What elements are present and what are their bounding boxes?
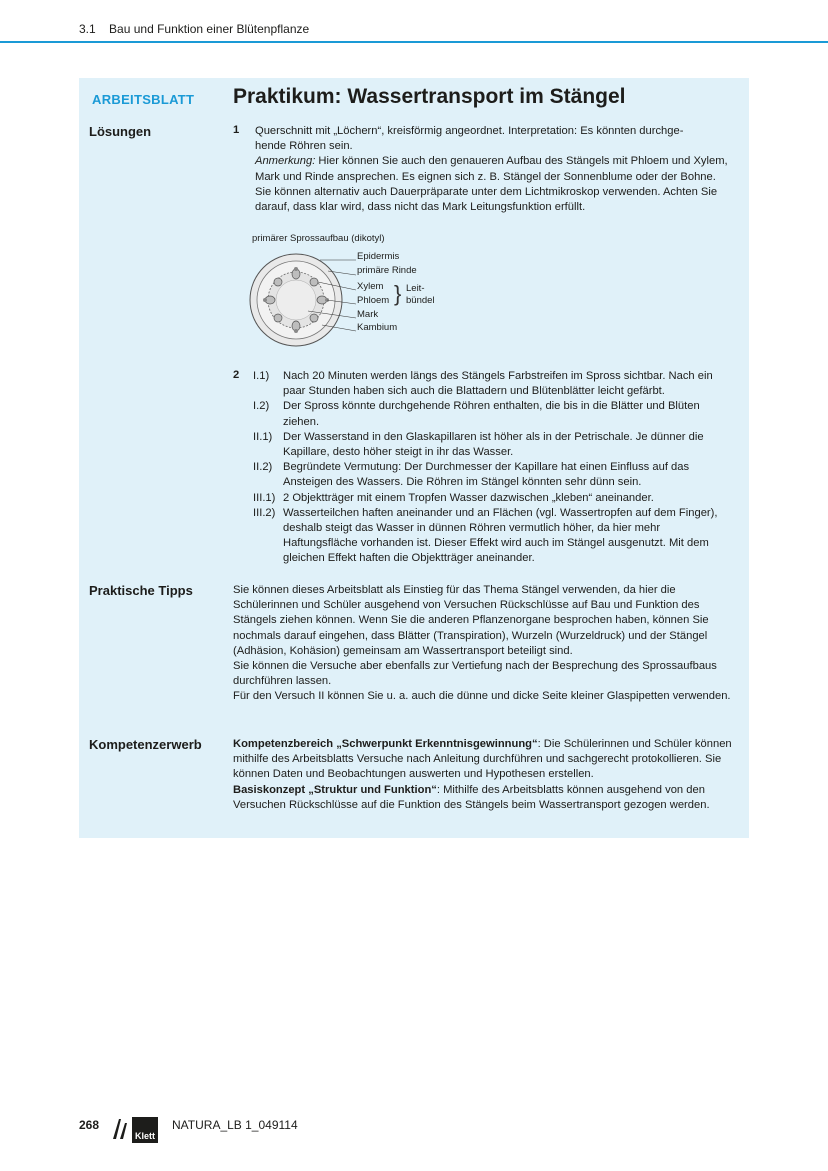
item-text: Der Wasserstand in den Glaskapillaren ist höher als in der Petrischale. Je dünner die Kapillare, desto höher steigt in ihr das Wasser. — [283, 430, 704, 459]
kompetenz-text — [233, 737, 733, 813]
section-label-kompetenz: Kompetenzerwerb — [89, 737, 202, 752]
kompetenz-bereich-label: Kompetenzbereich „Schwerpunkt Erkenntnisgewinnung“ — [233, 738, 538, 750]
item-number: II.1) — [253, 430, 273, 443]
kompetenz-bereich-text: : Die Schülerinnen und Schüler können mithilfe des Arbeitsblatts Versuche nach Anleitung durchführen und sachgerecht protokollieren. Sie können Daten und Beobachtungen auswerten und Hypothesen erstellen. — [233, 738, 732, 781]
label-primaere-rinde: primäre Rinde — [357, 265, 417, 276]
list-item — [253, 399, 733, 429]
label-buendel: bündel — [406, 295, 435, 306]
answer-1 — [255, 124, 735, 215]
item-number: III.2) — [253, 506, 276, 519]
item-text: Wasserteilchen haften aneinander und an Flächen (vgl. Wassertropfen auf dem Finger), deshalb steigt das Wasser in dünnen Röhren vermutlich höher, da hier mehr Haftungsfläche vorhanden ist. Dieser Effekt wird auch im Stängel ausgenutzt. Mit dem gleichen Effekt haften die Objektträger aneinander. — [283, 506, 718, 565]
worksheet-tag: ARBEITSBLATT — [92, 92, 195, 107]
section-number: 3.1 — [79, 22, 96, 36]
item-text: Der Spross könnte durchgehende Röhren enthalten, die bis in die Blätter und Blüten ziehen. — [283, 400, 700, 428]
label-leit: Leit- — [406, 283, 425, 294]
label-mark: Mark — [357, 309, 379, 320]
item-number: I.2) — [253, 400, 270, 413]
publisher-logo: Klett — [132, 1117, 158, 1143]
stem-cross-section-drawing — [248, 251, 358, 351]
list-item — [253, 506, 733, 567]
item-text: Begründete Vermutung: Der Durchmesser der Kapillare hat einen Einfluss auf das Ansteigen des Wassers. Die Röhren im Stängel könnten sehr dünn sein. — [283, 461, 690, 489]
page-number: 268 — [79, 1118, 100, 1132]
label-phloem: Phloem — [357, 295, 390, 306]
tips-paragraph: Sie können die Versuche aber ebenfalls zur Vertiefung nach der Besprechung des Sprossaufbaus durchführen lassen. — [233, 660, 717, 688]
basiskonzept-text: : Mithilfe des Arbeitsblatts können ausgehend von den Versuchen Rückschlüsse auf die Funktion des Stängels beim Wassertransport gezogen werden. — [233, 783, 710, 811]
item-number: I.1) — [253, 370, 270, 382]
item-number: III.1) — [253, 491, 276, 504]
label-xylem: Xylem — [357, 281, 384, 292]
label-epidermis: Epidermis — [357, 251, 400, 262]
item-number: II.2) — [253, 461, 273, 474]
kompetenz-paragraph — [233, 737, 733, 783]
answer-2-list — [253, 369, 733, 567]
section-title: Bau und Funktion einer Blütenpflanze — [109, 22, 310, 36]
answer-1-line2: hende Röhren sein. — [255, 140, 353, 153]
basiskonzept-paragraph — [233, 783, 733, 813]
basiskonzept-label: Basiskonzept „Struktur und Funktion“ — [233, 783, 437, 796]
list-item — [253, 430, 733, 460]
note-label: Anmerkung: — [255, 155, 316, 168]
tips-text — [233, 583, 733, 705]
tips-paragraph: Für den Versuch II können Sie u. a. auch die dünne und dicke Seite kleiner Glaspipetten verwenden. — [233, 690, 731, 703]
question-1-number: 1 — [233, 124, 240, 136]
klett-leaf-icon — [110, 1115, 130, 1141]
book-code: NATURA_LB 1_049114 — [172, 1118, 298, 1132]
worksheet-title: Praktikum: Wassertransport im Stängel — [233, 85, 626, 108]
tips-paragraph: Sie können dieses Arbeitsblatt als Einstieg für das Thema Stängel verwenden, da hier die Schülerinnen und Schüler ausgehend von Versuchen Rückschlüsse auf Bau und Funktion des Stängels ziehen können. Wenn Sie die anderen Pflanzenorgane besprochen haben, können Sie nochmals darauf eingehen, dass Blätter (Transpiration), Wurzeln (Wurzeldruck) und der Stängel (Adhäsion, Kohäsion) gemeinsam am Wassertransport beteiligt sind. — [233, 584, 709, 657]
section-label-loesungen: Lösungen — [89, 124, 152, 139]
item-text: Nach 20 Minuten werden längs des Stängels Farbstreifen im Spross sichtbar. Nach ein paar Stunden haben sich auch die Blattadern und Blütenblätter leicht gefärbt. — [283, 370, 713, 398]
answer-1-line1: Querschnitt mit „Löchern“, kreisförmig angeordnet. Interpretation: Es könnten durchge- — [255, 125, 684, 137]
question-2-number: 2 — [233, 369, 240, 381]
brace-icon: } — [394, 281, 402, 306]
stem-cross-section-diagram — [248, 233, 478, 353]
item-text: 2 Objektträger mit einem Tropfen Wasser dazwischen „kleben“ aneinander. — [283, 491, 654, 504]
list-item — [253, 460, 733, 490]
label-kambium: Kambium — [357, 322, 398, 333]
list-item — [253, 491, 733, 506]
list-item — [253, 369, 733, 399]
note-text: Hier können Sie auch den genaueren Aufbau des Stängels mit Phloem und Xylem, Mark und Rinde ansprechen. Es eignen sich z. B. Stängel der Sonnenblume oder der Bohne. Sie können alternativ auch Dauerpräparate unter dem Lichtmikroskop verwenden. Achten Sie darauf, dass klar wird, dass nicht das Mark Leitungsfunktion erfüllt. — [255, 155, 728, 214]
answer-1-note — [255, 154, 735, 215]
running-head — [79, 22, 309, 36]
header-rule — [0, 41, 828, 43]
section-label-tipps: Praktische Tipps — [89, 583, 193, 598]
diagram-title: primärer Sprossaufbau (dikotyl) — [252, 233, 385, 244]
